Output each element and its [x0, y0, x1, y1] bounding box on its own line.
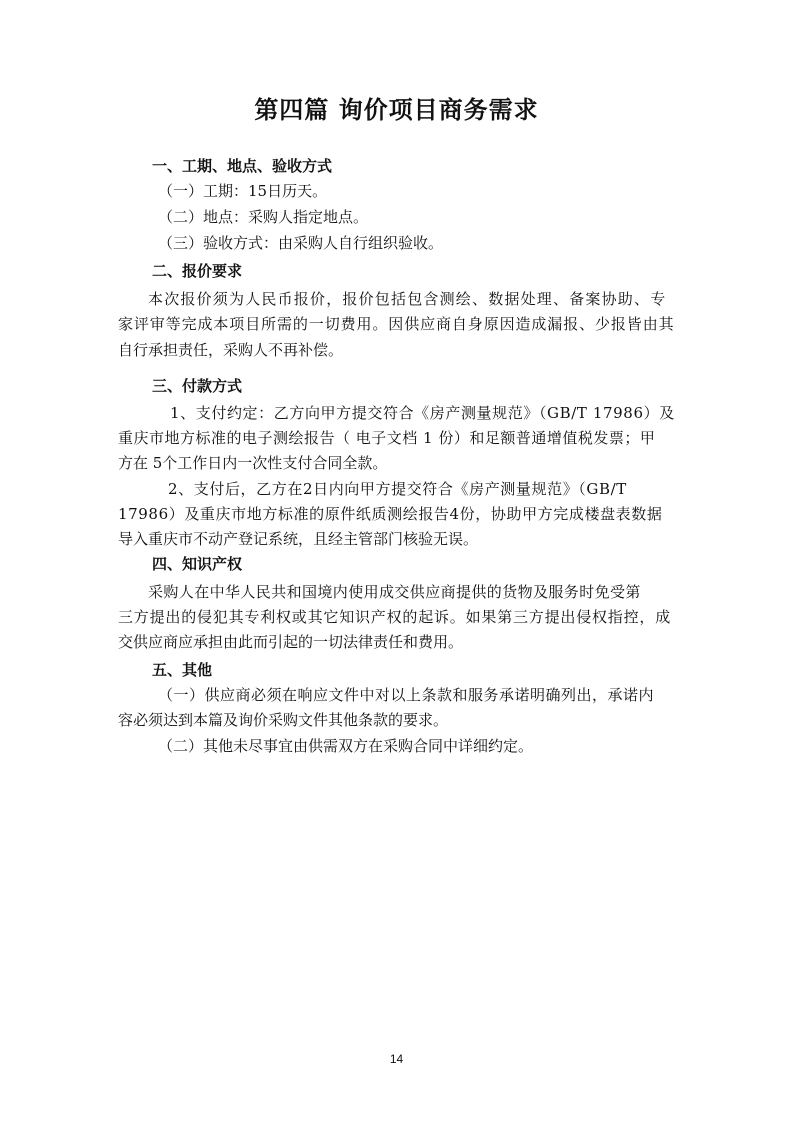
payment-clause-1-line: 1、支付约定：乙方向甲方提交符合《房产测量规范》（GB/T 17986）及: [170, 404, 675, 422]
payment-clause-2-line: 17986）及重庆市地方标准的原件纸质测绘报告4份，协助甲方完成楼盘表数据: [118, 505, 663, 523]
schedule-item-duration: （一）工期：15日历天。: [158, 182, 328, 200]
ip-text-line: 采购人在中华人民共和国境内使用成交供应商提供的货物及服务时免受第: [148, 583, 641, 601]
section-heading-other: 五、其他: [152, 661, 213, 679]
schedule-item-location: （二）地点：采购人指定地点。: [158, 208, 369, 226]
payment-clause-1-line: 重庆市地方标准的电子测绘报告（ 电子文档 1 份）和足额普通增值税发票；甲: [118, 429, 656, 447]
quotation-text-line: 本次报价须为人民币报价，报价包括包含测绘、数据处理、备案协助、专: [148, 290, 667, 308]
quotation-text-line: 家评审等完成本项目所需的一切费用。因供应商自身原因造成漏报、少报皆由其: [118, 315, 675, 333]
payment-clause-1-line: 方在 5个工作日内一次性支付合同全款。: [118, 454, 388, 472]
other-item-1-line: （一）供应商必须在响应文件中对以上条款和服务承诺明确列出，承诺内: [158, 686, 655, 704]
ip-text-line: 交供应商应承担由此而引起的一切法律责任和费用。: [118, 633, 464, 651]
payment-clause-2-line: 导入重庆市不动产登记系统，且经主管部门核验无误。: [118, 530, 479, 548]
section-heading-quotation: 二、报价要求: [152, 262, 243, 280]
section-heading-ip: 四、知识产权: [152, 555, 243, 573]
quotation-text-line: 自行承担责任，采购人不再补偿。: [118, 341, 344, 359]
payment-clause-2-line: 2、支付后，乙方在2日内向甲方提交符合《房产测量规范》（GB/T: [168, 480, 627, 498]
other-item-2-line: （二）其他未尽事宜由供需双方在采购合同中详细约定。: [158, 737, 534, 755]
other-item-1-line: 容必须达到本篇及询价采购文件其他条款的要求。: [118, 711, 449, 729]
section-heading-schedule: 一、工期、地点、验收方式: [152, 157, 333, 175]
ip-text-line: 三方提出的侵犯其专利权或其它知识产权的起诉。如果第三方提出侵权指控，成: [118, 608, 672, 626]
schedule-item-acceptance: （三）验收方式：由采购人自行组织验收。: [158, 234, 444, 252]
section-heading-payment: 三、付款方式: [152, 377, 243, 395]
page-number: 14: [389, 1052, 404, 1066]
page-title: 第四篇 询价项目商务需求: [254, 96, 539, 124]
